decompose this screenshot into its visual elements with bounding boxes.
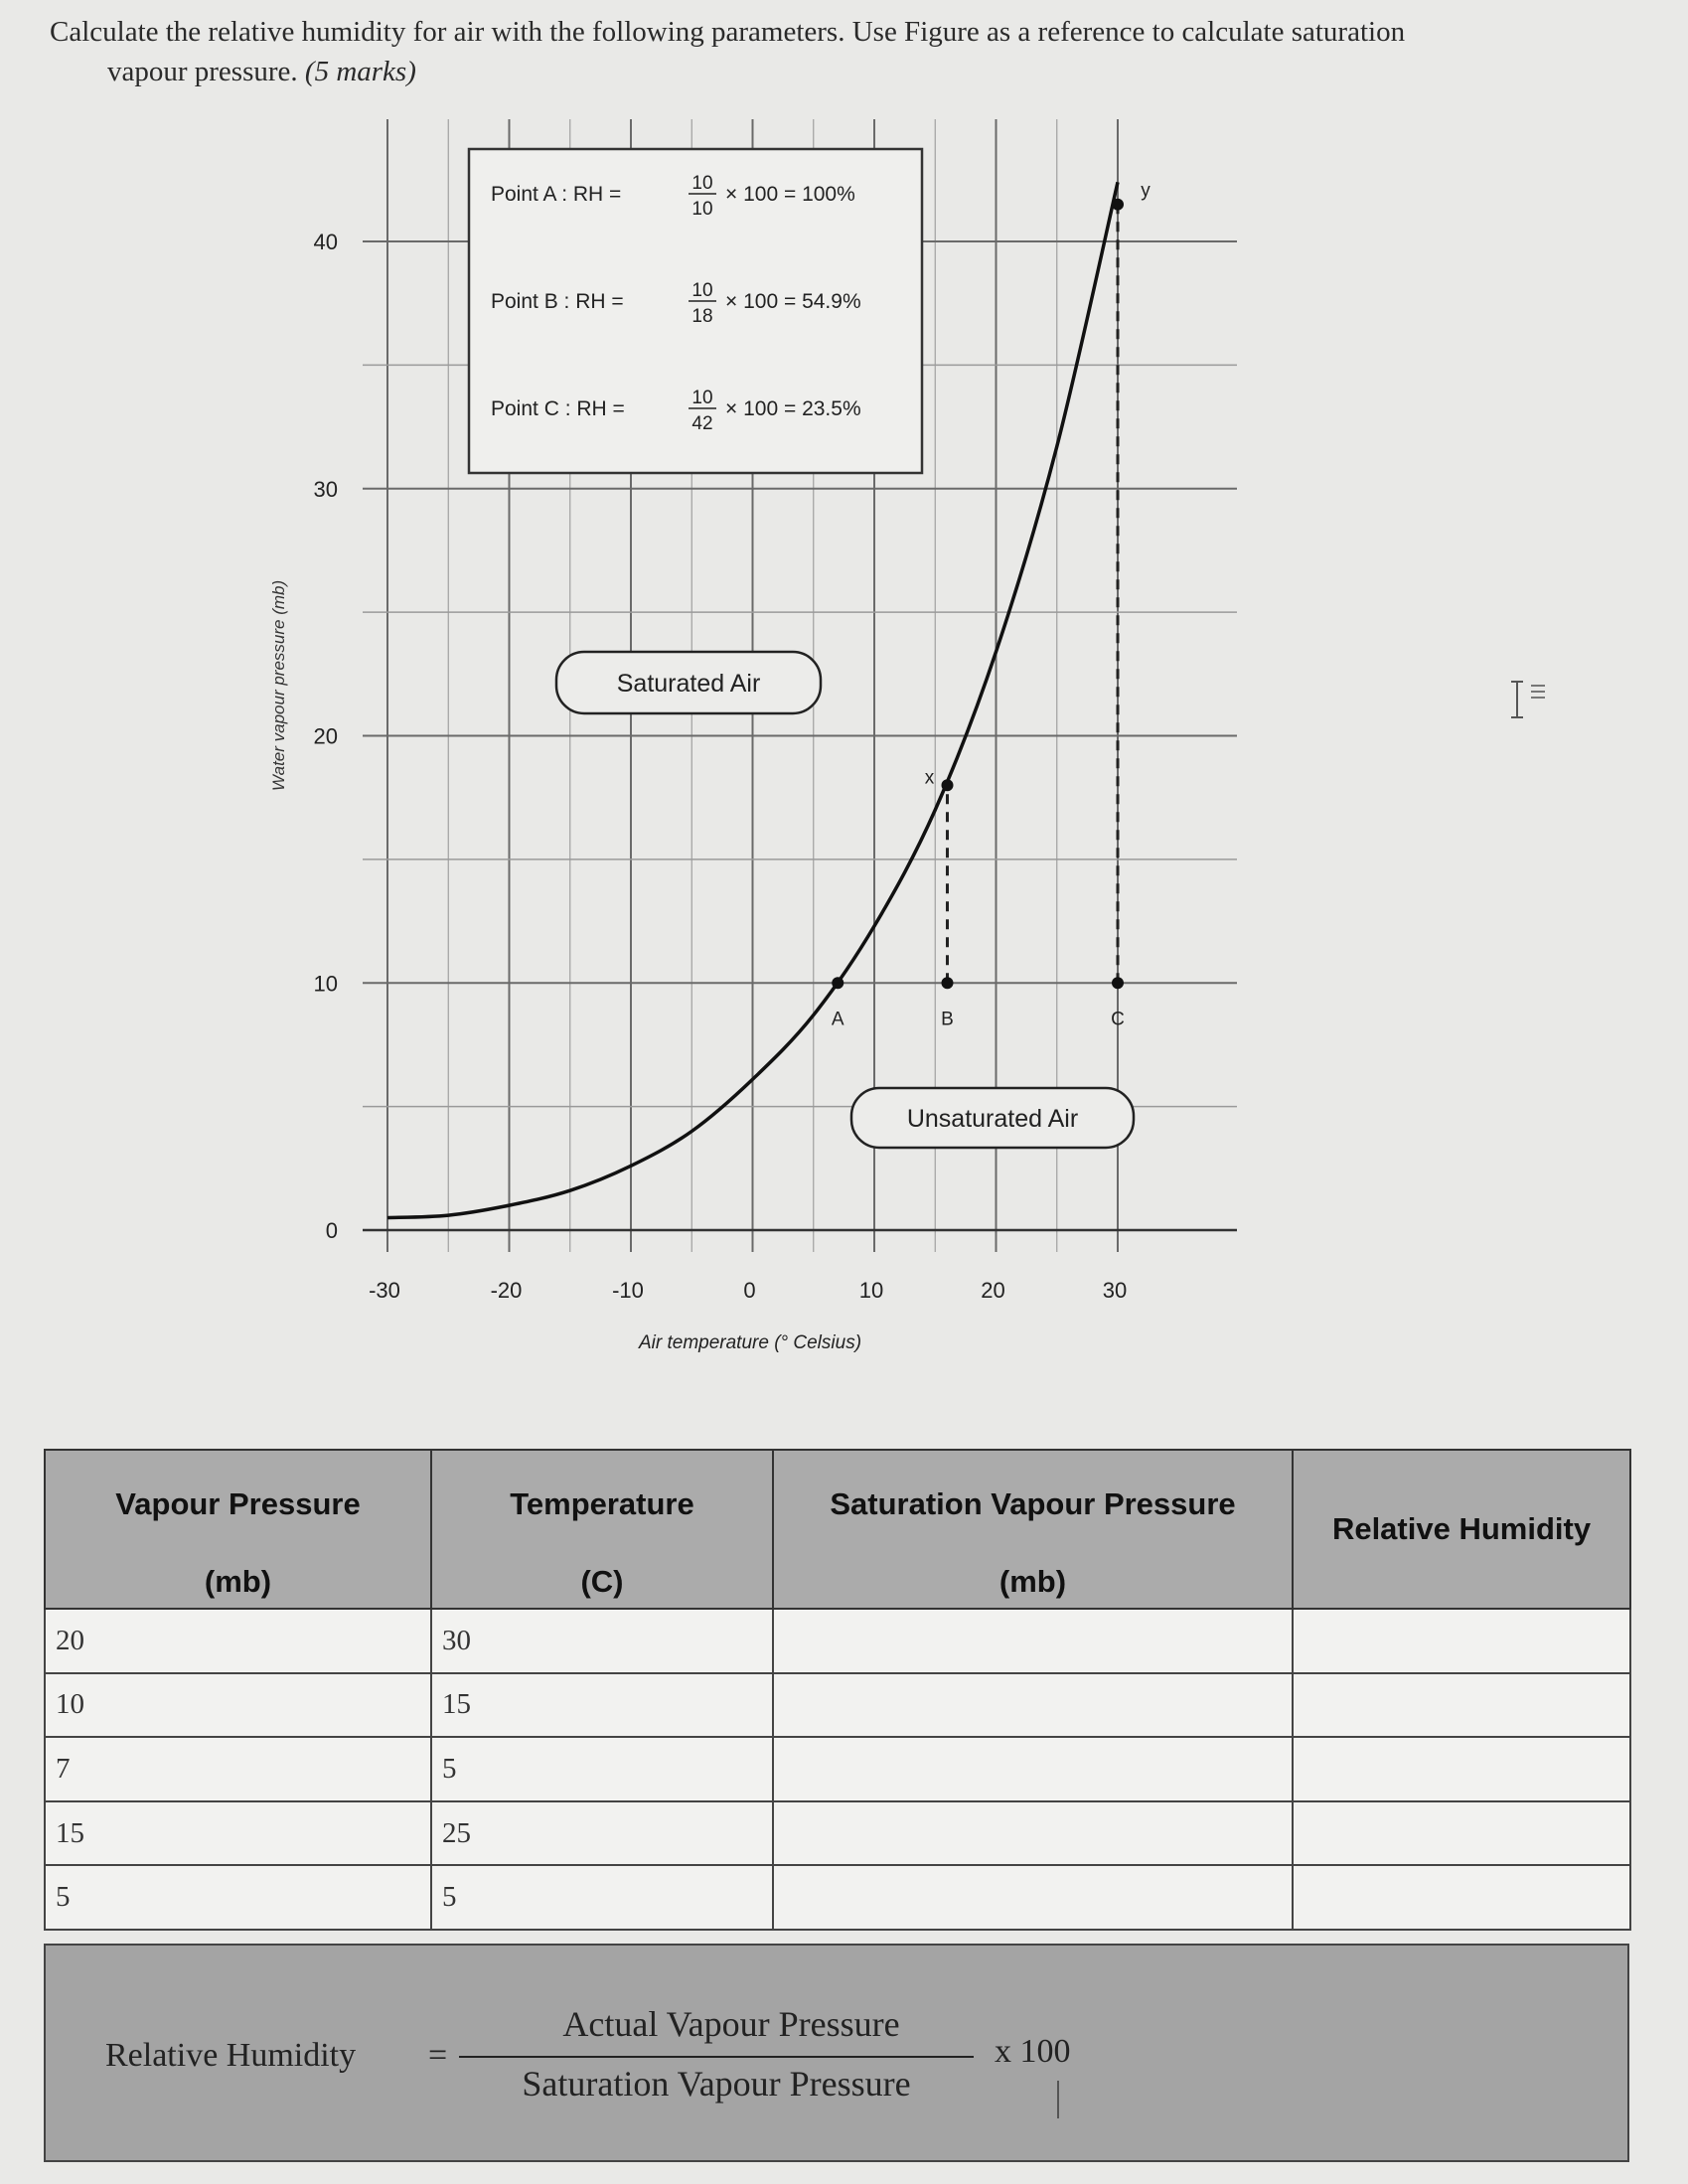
header-relative-humidity: Relative Humidity [1293,1450,1630,1609]
table-row [45,1801,1630,1866]
region-label: Unsaturated Air [906,1105,1079,1133]
y-tick-label: 0 [325,1218,338,1243]
x-tick-label: -10 [612,1278,644,1303]
relative-humidity-formula[interactable] [44,1944,1629,2162]
x-tick-label: 10 [858,1278,884,1303]
table-header-row [45,1450,1630,1609]
annotation-prefix: Point A : RH = [491,183,622,206]
cell-relative-humidity[interactable] [1293,1609,1630,1673]
x-tick-label: 0 [743,1278,756,1303]
x-tick-label: -20 [490,1278,523,1303]
annotation-prefix: Point C : RH = [491,397,625,420]
formula-lhs: Relative Humidity [105,2037,357,2074]
text-cursor-icon [1505,676,1565,725]
y-tick-label: 20 [313,723,338,749]
cell-temperature: 5 [431,1865,773,1930]
table-row [45,1865,1630,1930]
cell-saturation-vapour-pressure[interactable] [773,1673,1293,1738]
point-C [1112,977,1124,989]
cell-vapour-pressure: 15 [45,1801,431,1866]
cell-saturation-vapour-pressure[interactable] [773,1865,1293,1930]
formula-denominator: Saturation Vapour Pressure [522,2064,911,2104]
table-row [45,1737,1630,1801]
annotation-denominator: 10 [691,199,713,220]
annotation-suffix: × 100 = 100% [725,183,855,206]
question-line1: Calculate the relative humidity for air with the following parameters. Use Figure as a reference to calculate saturation [50,16,1406,48]
cell-relative-humidity[interactable] [1293,1737,1630,1801]
header-temperature: Temperature (C) [431,1450,773,1609]
table-row [45,1673,1630,1738]
cell-saturation-vapour-pressure[interactable] [773,1609,1293,1673]
annotation-box [469,149,922,473]
point-y [1112,199,1124,211]
annotation-numerator: 10 [691,388,713,408]
region-label: Saturated Air [616,670,761,698]
annotation-prefix: Point B : RH = [491,290,624,313]
cell-temperature: 15 [431,1673,773,1738]
y-tick-label: 10 [313,971,338,997]
cell-saturation-vapour-pressure[interactable] [773,1737,1293,1801]
annotation-suffix: × 100 = 54.9% [725,290,861,313]
cell-relative-humidity[interactable] [1293,1865,1630,1930]
x-tick-label: -30 [369,1278,400,1303]
formula-numerator: Actual Vapour Pressure [562,2004,900,2044]
point-label-x: x [924,767,935,789]
cell-saturation-vapour-pressure[interactable] [773,1801,1293,1866]
annotation-suffix: × 100 = 23.5% [725,397,861,420]
x-axis-label: Air temperature (° Celsius) [638,1332,862,1353]
humidity-table [44,1449,1631,1931]
y-tick-label: 30 [313,476,338,502]
cell-vapour-pressure: 5 [45,1865,431,1930]
header-vapour-pressure: Vapour Pressure (mb) [45,1450,431,1609]
cell-temperature: 5 [431,1737,773,1801]
question-text [50,12,1649,91]
point-x [942,779,954,791]
point-label-y: y [1141,180,1151,202]
formula-equals: = [428,2037,448,2074]
table-row [45,1609,1630,1673]
cell-relative-humidity[interactable] [1293,1801,1630,1866]
question-marks: (5 marks) [304,56,416,87]
annotation-numerator: 10 [691,280,713,301]
cell-relative-humidity[interactable] [1293,1673,1630,1738]
cell-vapour-pressure: 10 [45,1673,431,1738]
cell-temperature: 25 [431,1801,773,1866]
point-label-A: A [831,1009,844,1030]
text-caret [1057,2081,1059,2118]
region-labels [556,652,1134,1148]
formula-multiplier: x 100 [995,2033,1071,2070]
cell-vapour-pressure: 7 [45,1737,431,1801]
y-axis-label: Water vapour pressure (mb) [269,579,288,792]
header-saturation-vapour-pressure: Saturation Vapour Pressure (mb) [773,1450,1293,1609]
point-label-C: C [1111,1009,1125,1030]
question-line2: vapour pressure. [107,56,298,87]
annotation-denominator: 42 [691,413,713,434]
point-B [942,977,954,989]
point-A [832,977,844,989]
formula-fraction-bar [459,2056,974,2058]
cell-temperature: 30 [431,1609,773,1673]
point-label-B: B [941,1009,954,1030]
y-tick-label: 40 [313,230,338,254]
cell-vapour-pressure: 20 [45,1609,431,1673]
saturation-vapour-pressure-chart [0,99,1688,1391]
annotation-denominator: 18 [691,306,713,327]
annotation-numerator: 10 [691,173,713,194]
x-tick-label: 20 [981,1278,1005,1303]
x-tick-label: 30 [1102,1278,1128,1303]
